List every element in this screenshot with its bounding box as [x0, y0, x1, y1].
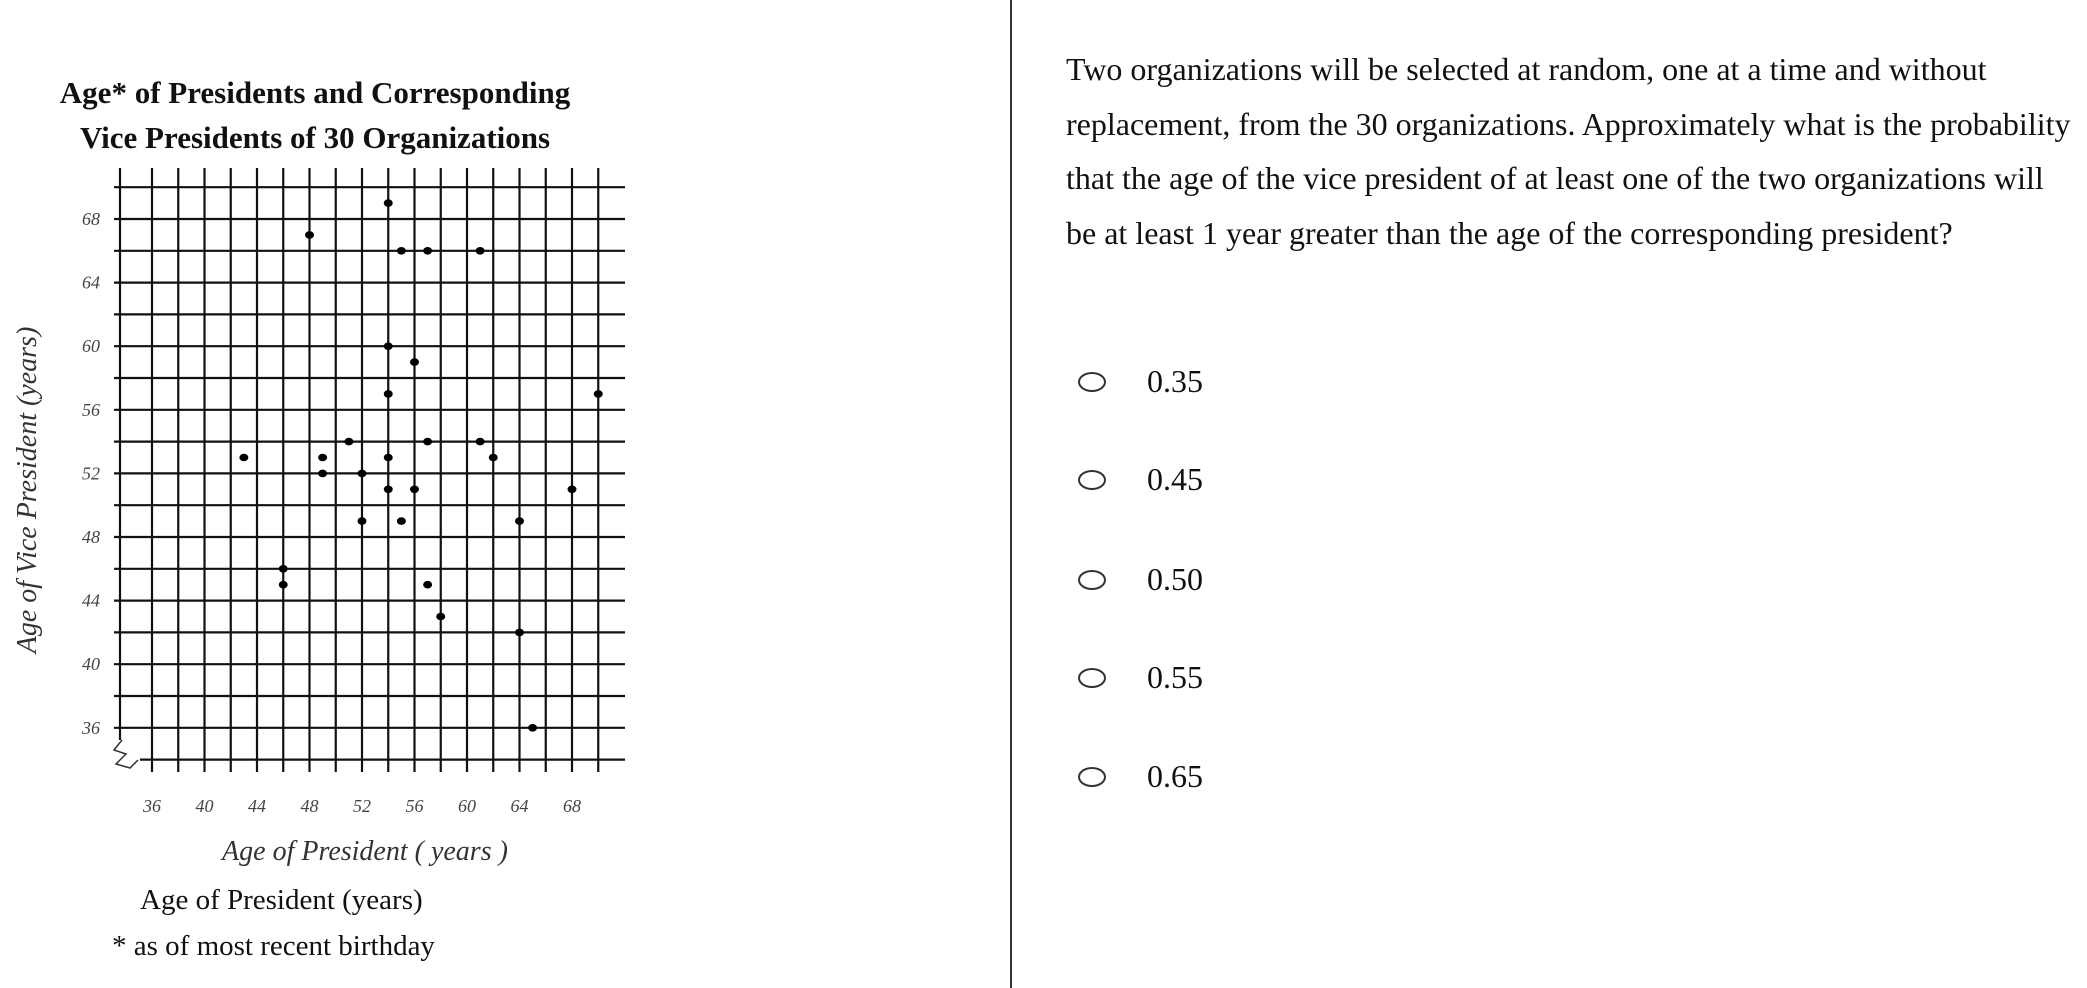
x-tick-label: 36 [143, 796, 161, 816]
y-tick-label: 60 [82, 336, 100, 357]
radio-button[interactable] [1078, 570, 1106, 590]
data-point [515, 517, 524, 525]
y-tick-label: 40 [82, 654, 100, 675]
data-point [384, 342, 393, 350]
radio-button[interactable] [1078, 668, 1106, 688]
footnote [112, 930, 435, 963]
x-tick-label: 52 [353, 796, 371, 816]
option-label: 0.50 [1147, 561, 1203, 597]
data-point [279, 581, 288, 589]
x-axis-label: Age of President ( years ) [222, 836, 508, 867]
data-point [384, 454, 393, 462]
data-point [476, 247, 485, 255]
x-tick-label: 40 [195, 796, 214, 816]
radio-button[interactable] [1078, 470, 1106, 490]
answer-option[interactable] [1078, 461, 1203, 498]
data-point [410, 486, 419, 494]
data-point [358, 517, 367, 525]
y-tick-label: 48 [82, 527, 100, 547]
x-tick-label: 68 [563, 796, 581, 816]
y-tick-label: 68 [82, 209, 100, 229]
data-point [397, 247, 406, 255]
y-tick-label: 56 [82, 399, 100, 420]
scatter-plot [0, 0, 660, 880]
x-tick-label: 44 [248, 796, 266, 816]
panel-divider [1010, 0, 1012, 988]
x-tick-label: 48 [300, 796, 319, 816]
x-tick-label: 56 [405, 796, 424, 816]
option-label: 0.65 [1147, 758, 1203, 794]
data-point [279, 565, 288, 573]
data-point [489, 454, 498, 462]
data-point [358, 470, 367, 478]
data-point [594, 390, 603, 398]
option-label: 0.55 [1147, 659, 1203, 695]
footnote-mark: * [112, 930, 127, 962]
chart-panel [0, 0, 1010, 988]
radio-button[interactable] [1078, 372, 1106, 392]
data-point [384, 486, 393, 494]
data-point [397, 517, 406, 525]
data-point [436, 613, 445, 621]
data-point [515, 629, 524, 637]
data-point [423, 581, 432, 589]
y-tick-label: 36 [82, 717, 100, 738]
data-point [318, 454, 327, 462]
radio-button[interactable] [1078, 767, 1106, 787]
data-point [410, 358, 419, 366]
y-tick-label: 64 [82, 272, 100, 293]
option-label: 0.35 [1147, 363, 1203, 399]
y-axis-label: Age of Vice President (years) [12, 326, 43, 654]
data-point [384, 199, 393, 207]
x-tick-label: 60 [458, 796, 476, 816]
data-point [344, 438, 353, 446]
data-point [318, 470, 327, 478]
chart-title-line-1: Age* of Presidents and Corresponding [59, 75, 571, 110]
data-point [384, 390, 393, 398]
axis-break-icon [114, 740, 138, 768]
answer-option[interactable] [1078, 561, 1203, 598]
answer-option[interactable] [1078, 659, 1203, 696]
x-tick-label: 64 [510, 796, 529, 816]
data-point [239, 454, 248, 462]
data-point [528, 724, 537, 732]
question-text: Two organizations will be selected at random, one at a time and without replacement, from the 30 organizations. Approximately what is the probability that the age of the vice president of at least one of the two organizations will be at least 1 year greater than the age of the corresponding president? [1066, 51, 2071, 251]
option-label: 0.45 [1147, 461, 1203, 497]
answer-option[interactable] [1078, 363, 1203, 400]
y-tick-label: 44 [82, 590, 100, 611]
answer-option[interactable] [1078, 758, 1203, 795]
data-point [305, 231, 314, 239]
data-point [476, 438, 485, 446]
data-point [568, 486, 577, 494]
chart-title-line-2: Vice Presidents of 30 Organizations [79, 120, 551, 155]
y-tick-label: 52 [82, 463, 100, 484]
caption: Age of President (years) [140, 884, 423, 916]
data-point [423, 438, 432, 446]
footnote-text: as of most recent birthday [133, 930, 435, 962]
data-point [423, 247, 432, 255]
